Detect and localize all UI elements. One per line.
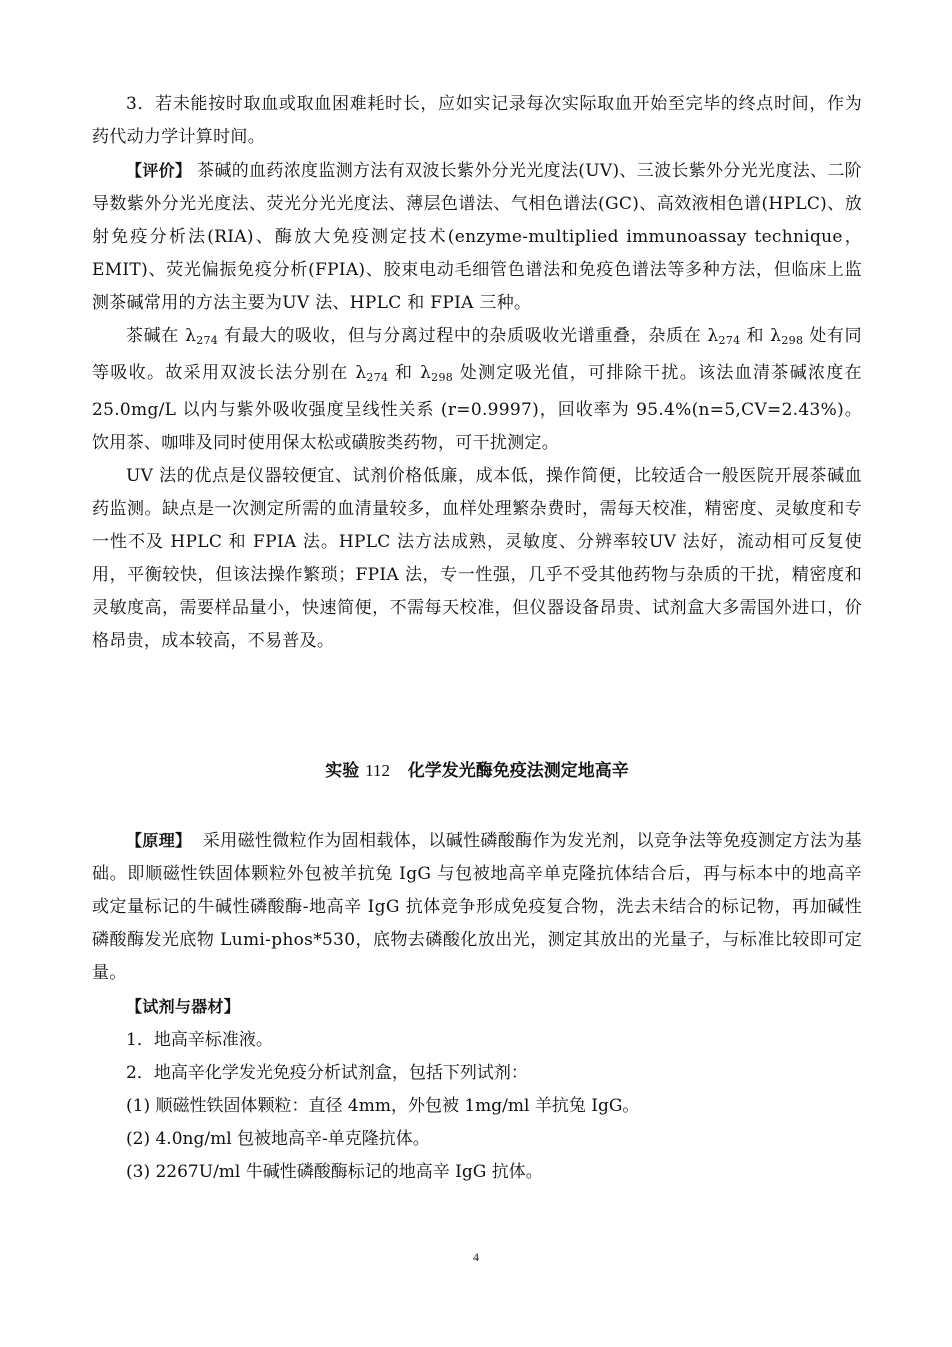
principle-text: 采用磁性微粒作为固相载体，以碱性磷酸酶作为发光剂，以竞争法等免疫测定方法为基础。即顺磁性铁固体颗粒外包被羊抗兔 IgG 与包被地高辛单克隆抗体结合后，再与标本中的地高辛或定量标记的牛碱性磷酸酶-地高辛 IgG 抗体竞争形成免疫复合物，洗去未结合的标记物，再加碱性磷酸酶发光底物 Lumi-phos*530，底物去磷酸化放出光，测定其放出的光量子，与标准比较即可定量。: [92, 831, 862, 983]
evaluation-label: 【评价】: [126, 161, 192, 180]
wavelength-subscript: 274: [196, 334, 219, 347]
section-prefix: 实验: [325, 761, 360, 781]
wavelength-subscript: 274: [718, 334, 741, 347]
page-number: 4: [473, 1250, 479, 1264]
top-block: [92, 88, 862, 658]
paragraph-sampling-note: 3．若未能按时取血或取血困难耗时长，应如实记录每次实际取血开始至完毕的终点时间，作为药代动力学计算时间。: [92, 94, 862, 147]
paragraph-principle: [92, 824, 862, 990]
reagents-heading: [92, 990, 862, 1024]
section-number: 112: [365, 761, 391, 780]
list-item: (1) 顺磁性铁固体颗粒：直径 4mm，外包被 1mg/ml 羊抗兔 IgG。: [126, 1096, 640, 1116]
principle-label: 【原理】: [126, 831, 192, 850]
experiment-block: [92, 824, 862, 1189]
wavelength-subscript: 274: [366, 371, 389, 384]
paragraph-evaluation: [92, 154, 862, 320]
text-fragment: 和 λ: [740, 326, 782, 346]
list-item: (2) 4.0ng/ml 包被地高辛-单克隆抗体。: [126, 1129, 430, 1149]
section-title-text: 化学发光酶免疫法测定地高辛: [407, 761, 629, 781]
text-fragment: 和 λ: [388, 363, 432, 383]
text-fragment: 茶碱在 λ: [126, 326, 197, 346]
wavelength-subscript: 298: [431, 371, 454, 384]
text-fragment: 处测定吸光值，可排除干扰。该法血清茶碱浓度在 25.0mg/L 以内与紫外吸收强度呈线性关系 (r=0.9997)，回收率为 95.4%(n=5,CV=2.43%)。饮用茶、咖啡及同时使用保太松或磺胺类药物，可干扰测定。: [92, 363, 862, 453]
section-title: [92, 756, 862, 781]
evaluation-text: 茶碱的血药浓度监测方法有双波长紫外分光光度法(UV)、三波长紫外分光光度法、二阶导数紫外分光光度法、荧光分光光度法、薄层色谱法、气相色谱法(GC)、高效液相色谱(HPLC)、放射免疫分析法(RIA)、酶放大免疫测定技术(enzyme-multiplied immunoassay technique，EMIT)、荧光偏振免疫分析(FPIA)、胶束电动毛细管色谱法和免疫色谱法等多种方法，但临床上监测茶碱常用的方法主要为UV 法、HPLC 和 FPIA 三种。: [92, 161, 862, 313]
paragraph-uv-method: [92, 320, 862, 460]
list-item: 1．地高辛标准液。: [126, 1030, 273, 1050]
list-item: (3) 2267U/ml 牛碱性磷酸酶标记的地高辛 IgG 抗体。: [126, 1162, 543, 1182]
paragraph-method-comparison: UV 法的优点是仪器较便宜、试剂价格低廉，成本低，操作简便，比较适合一般医院开展茶碱血药监测。缺点是一次测定所需的血清量较多，血样处理繁杂费时，需每天校准，精密度、灵敏度和专一性不及 HPLC 和 FPIA 法。HPLC 法方法成熟，灵敏度、分辨率较UV 法好，流动相可反复使用，平衡较快，但该法操作繁琐；FPIA 法，专一性强，几乎不受其他药物与杂质的干扰，精密度和灵敏度高，需要样品量小，快速简便，不需每天校准，但仪器设备昂贵、试剂盒大多需国外进口，价格昂贵，成本较高，不易普及。: [92, 466, 862, 651]
wavelength-subscript: 298: [781, 334, 804, 347]
text-fragment: 有最大的吸收，但与分离过程中的杂质吸收光谱重叠，杂质在 λ: [218, 326, 719, 346]
reagents-label: 【试剂与器材】: [126, 997, 241, 1016]
list-item: 2．地高辛化学发光免疫分析试剂盒，包括下列试剂：: [126, 1063, 528, 1083]
text-fragment: 处有同等吸收。故采用双波长法分别在 λ: [92, 326, 862, 383]
